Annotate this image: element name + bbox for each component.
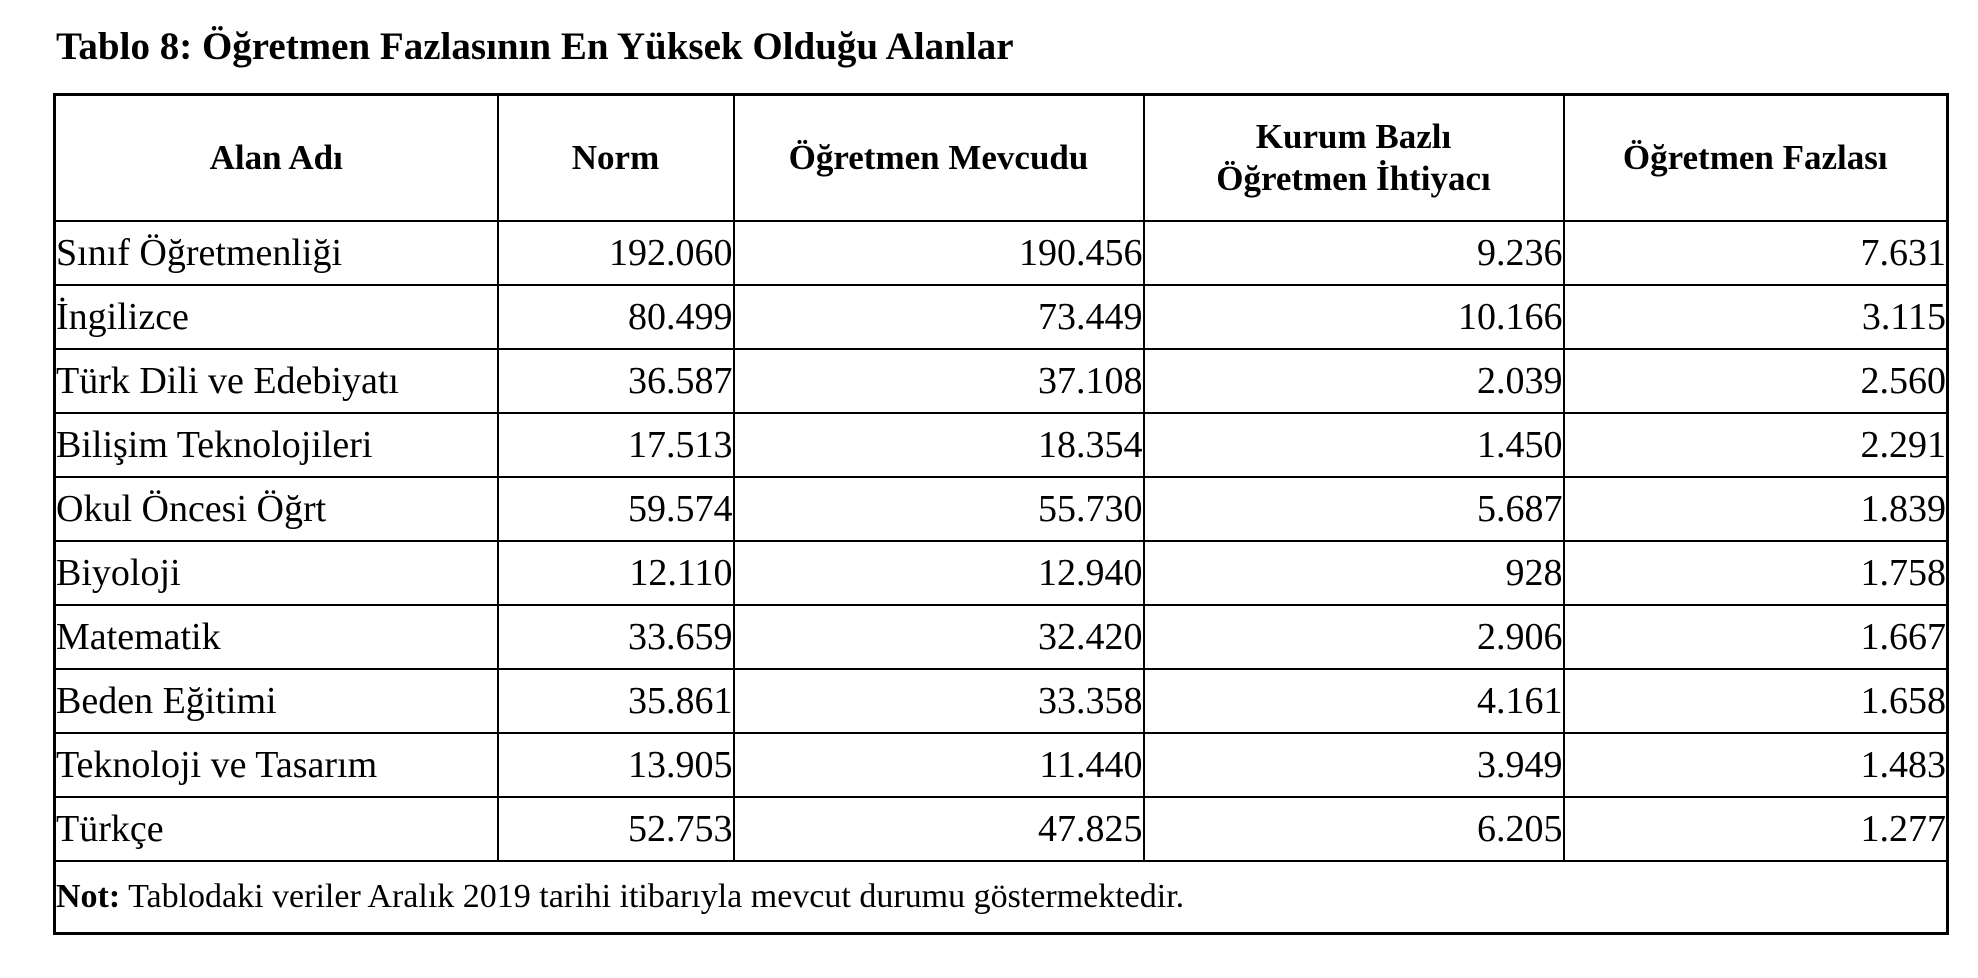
table-row	[55, 477, 1948, 541]
cell-surplus: 2.291	[1564, 413, 1948, 477]
header-row	[55, 95, 1948, 222]
table-row	[55, 669, 1948, 733]
cell-existing: 12.940	[734, 541, 1144, 605]
cell-area: Matematik	[55, 605, 498, 669]
cell-need: 9.236	[1144, 221, 1564, 285]
note-row	[55, 861, 1948, 934]
cell-surplus: 7.631	[1564, 221, 1948, 285]
cell-need: 1.450	[1144, 413, 1564, 477]
cell-norm: 17.513	[498, 413, 734, 477]
cell-norm: 33.659	[498, 605, 734, 669]
cell-norm: 192.060	[498, 221, 734, 285]
cell-norm: 12.110	[498, 541, 734, 605]
table-row	[55, 285, 1948, 349]
note-label: Not:	[56, 878, 121, 915]
cell-norm: 52.753	[498, 797, 734, 861]
teacher-surplus-table	[53, 93, 1949, 935]
cell-existing: 47.825	[734, 797, 1144, 861]
cell-existing: 33.358	[734, 669, 1144, 733]
cell-need: 5.687	[1144, 477, 1564, 541]
cell-surplus: 3.115	[1564, 285, 1948, 349]
cell-need: 2.039	[1144, 349, 1564, 413]
cell-need: 4.161	[1144, 669, 1564, 733]
table-row	[55, 797, 1948, 861]
cell-norm: 59.574	[498, 477, 734, 541]
cell-surplus: 1.758	[1564, 541, 1948, 605]
cell-need: 6.205	[1144, 797, 1564, 861]
cell-norm: 13.905	[498, 733, 734, 797]
table-row	[55, 541, 1948, 605]
cell-need: 10.166	[1144, 285, 1564, 349]
cell-existing: 18.354	[734, 413, 1144, 477]
cell-surplus: 1.658	[1564, 669, 1948, 733]
table-title: Tablo 8: Öğretmen Fazlasının En Yüksek Olduğu Alanlar	[56, 25, 1014, 68]
cell-need: 2.906	[1144, 605, 1564, 669]
header-need-line2: Öğretmen İhtiyacı	[1216, 159, 1491, 198]
header-surplus: Öğretmen Fazlası	[1564, 95, 1948, 222]
header-need	[1144, 95, 1564, 222]
header-area: Alan Adı	[55, 95, 498, 222]
header-need-line1: Kurum Bazlı	[1255, 117, 1452, 156]
table-row	[55, 349, 1948, 413]
cell-area: Teknoloji ve Tasarım	[55, 733, 498, 797]
cell-existing: 55.730	[734, 477, 1144, 541]
table-note	[55, 861, 1948, 934]
cell-area: Biyoloji	[55, 541, 498, 605]
cell-area: Türkçe	[55, 797, 498, 861]
cell-existing: 32.420	[734, 605, 1144, 669]
header-existing: Öğretmen Mevcudu	[734, 95, 1144, 222]
cell-surplus: 2.560	[1564, 349, 1948, 413]
cell-existing: 73.449	[734, 285, 1144, 349]
cell-area: Beden Eğitimi	[55, 669, 498, 733]
cell-norm: 36.587	[498, 349, 734, 413]
cell-area: İngilizce	[55, 285, 498, 349]
note-text: Tablodaki veriler Aralık 2019 tarihi itibarıyla mevcut durumu göstermektedir.	[120, 878, 1185, 915]
cell-existing: 190.456	[734, 221, 1144, 285]
table-row	[55, 605, 1948, 669]
cell-surplus: 1.483	[1564, 733, 1948, 797]
cell-norm: 35.861	[498, 669, 734, 733]
cell-norm: 80.499	[498, 285, 734, 349]
cell-surplus: 1.277	[1564, 797, 1948, 861]
cell-area: Okul Öncesi Öğrt	[55, 477, 498, 541]
cell-need: 928	[1144, 541, 1564, 605]
header-norm: Norm	[498, 95, 734, 222]
table-row	[55, 221, 1948, 285]
cell-existing: 37.108	[734, 349, 1144, 413]
cell-need: 3.949	[1144, 733, 1564, 797]
cell-area: Türk Dili ve Edebiyatı	[55, 349, 498, 413]
cell-area: Bilişim Teknolojileri	[55, 413, 498, 477]
table-row	[55, 413, 1948, 477]
cell-surplus: 1.667	[1564, 605, 1948, 669]
cell-existing: 11.440	[734, 733, 1144, 797]
table-row	[55, 733, 1948, 797]
cell-surplus: 1.839	[1564, 477, 1948, 541]
cell-area: Sınıf Öğretmenliği	[55, 221, 498, 285]
